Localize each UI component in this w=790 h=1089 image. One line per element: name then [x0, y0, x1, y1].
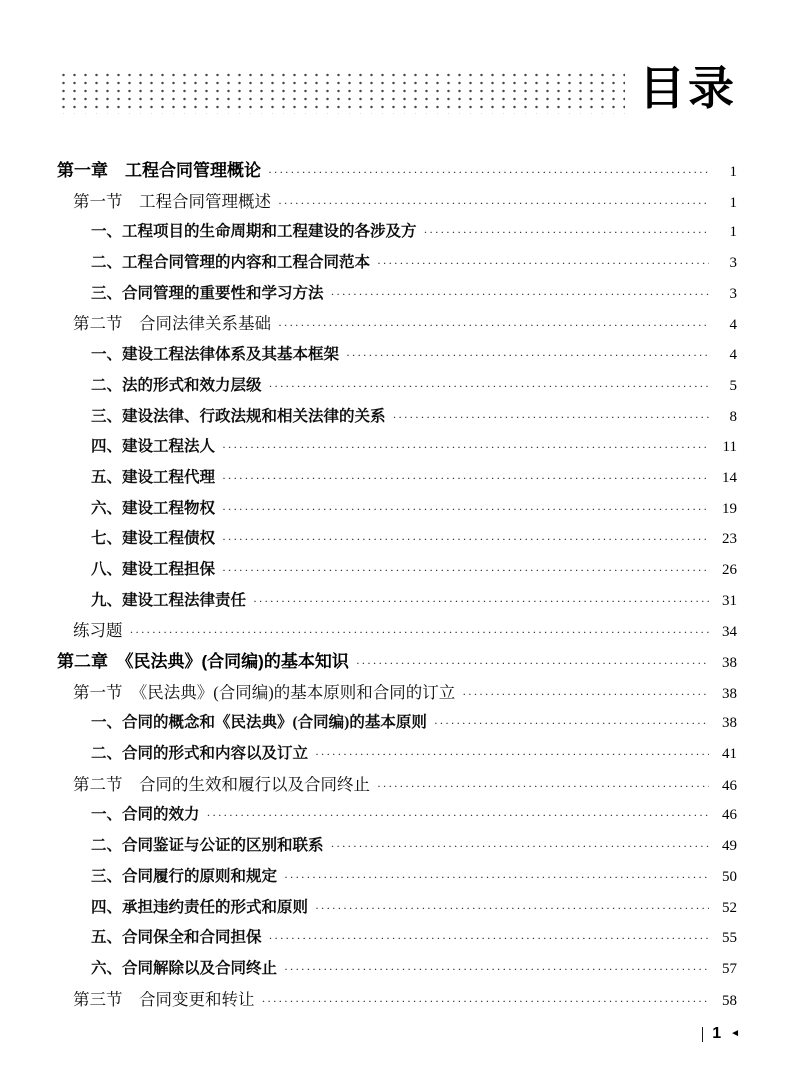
dot-leader: [268, 157, 709, 188]
page-footer: [702, 1025, 740, 1043]
toc-entry-label: 八、建设工程担保: [91, 560, 216, 578]
toc-entry-page: 46: [722, 807, 737, 824]
toc-entry-label: 三、建设法律、行政法规和相关法律的关系: [91, 407, 386, 425]
dot-leader: [346, 340, 709, 371]
toc-entry-label: 二、合同的形式和内容以及订立: [91, 745, 309, 763]
toc-entry: [57, 831, 737, 862]
toc-entry: [57, 156, 737, 187]
toc-entry-label: 一、合同的效力: [91, 806, 200, 824]
toc-entry-page: 26: [722, 561, 737, 578]
toc-entry-label: 一、合同的概念和《民法典》(合同编)的基本原则: [91, 714, 427, 732]
toc-entry-page: 4: [729, 347, 737, 364]
toc-entry-page: 5: [729, 377, 737, 394]
dot-leader: [222, 432, 709, 463]
toc-entry-page: 38: [722, 655, 737, 671]
dot-leader: [284, 954, 709, 985]
toc-entry-page: 11: [722, 439, 737, 456]
toc-entry-page: 38: [722, 715, 737, 732]
toc-entry: [57, 309, 737, 340]
toc-entry-label: 第一章 工程合同管理概论: [57, 161, 261, 180]
toc-entry: [57, 954, 737, 985]
page-title: 目录: [639, 62, 737, 114]
toc-entry-page: 38: [722, 685, 737, 702]
dot-leader: [356, 648, 709, 679]
dot-leader: [331, 831, 709, 862]
dot-leader: [222, 524, 709, 555]
toc-entry: [57, 279, 737, 310]
toc-entry-page: 50: [722, 868, 737, 885]
toc-entry: [57, 862, 737, 893]
toc-entry-page: 1: [729, 224, 737, 241]
toc-entry-label: 五、建设工程代理: [91, 468, 216, 486]
dot-leader: [393, 402, 709, 433]
dot-leader: [284, 862, 709, 893]
toc-entry: [57, 463, 737, 494]
dot-leader: [222, 463, 709, 494]
dot-leader: [434, 708, 709, 739]
toc-entry: [57, 187, 737, 218]
toc-entry-label: 第三节 合同变更和转让: [73, 989, 255, 1009]
toc-entry-page: 52: [722, 899, 737, 916]
toc-list: [57, 156, 737, 1015]
toc-entry-label: 二、工程合同管理的内容和工程合同范本: [91, 254, 371, 272]
toc-entry: [57, 402, 737, 433]
dot-leader: [222, 555, 709, 586]
dot-leader: [377, 248, 709, 279]
toc-entry: [57, 678, 737, 709]
toc-entry-label: 一、建设工程法律体系及其基本框架: [91, 346, 340, 364]
toc-entry-page: 46: [722, 777, 737, 794]
toc-entry-page: 34: [722, 624, 737, 641]
dot-leader: [278, 310, 709, 341]
dot-leader: [278, 188, 709, 219]
dot-leader: [331, 279, 709, 310]
toc-entry: [57, 432, 737, 463]
toc-entry-label: 四、承担违约责任的形式和原则: [91, 898, 309, 916]
toc-entry-label: 六、建设工程物权: [91, 499, 216, 517]
toc-entry-label: 第二节 合同的生效和履行以及合同终止: [73, 774, 370, 794]
toc-entry: [57, 586, 737, 617]
toc-entry-label: 第一节 《民法典》(合同编)的基本原则和合同的订立: [73, 682, 456, 702]
toc-entry-label: 一、工程项目的生命周期和工程建设的各涉及方: [91, 223, 417, 241]
toc-entry-label: 第二章 《民法典》(合同编)的基本知识: [57, 652, 349, 671]
page-header: [57, 62, 737, 114]
toc-entry-label: 第二节 合同法律关系基础: [73, 314, 271, 334]
toc-entry-label: 七、建设工程债权: [91, 530, 216, 548]
toc-entry-page: 3: [729, 255, 737, 272]
toc-entry-page: 19: [722, 500, 737, 517]
toc-entry-page: 57: [722, 960, 737, 977]
dot-leader: [130, 617, 710, 648]
decorative-dot-pattern: [57, 70, 625, 114]
toc-entry-page: 58: [722, 992, 737, 1009]
toc-entry: [57, 340, 737, 371]
toc-entry: [57, 770, 737, 801]
toc-entry-label: 九、建设工程法律责任: [91, 591, 247, 609]
toc-entry-label: 二、合同鉴证与公证的区别和联系: [91, 837, 324, 855]
toc-entry: [57, 800, 737, 831]
toc-entry-page: 55: [722, 930, 737, 947]
toc-entry: [57, 494, 737, 525]
dot-leader: [377, 771, 709, 802]
toc-entry-label: 三、合同履行的原则和规定: [91, 867, 278, 885]
toc-entry-label: 六、合同解除以及合同终止: [91, 959, 278, 977]
toc-entry: [57, 647, 737, 678]
toc-entry: [57, 555, 737, 586]
toc-entry: [57, 708, 737, 739]
dot-leader: [315, 739, 709, 770]
toc-entry-page: 3: [729, 285, 737, 302]
footer-page-number: 1: [712, 1025, 722, 1042]
toc-entry-page: 14: [722, 469, 737, 486]
footer-arrow-icon: ◄: [730, 1028, 740, 1039]
toc-entry: [57, 739, 737, 770]
toc-entry-page: 41: [722, 746, 737, 763]
toc-entry: [57, 217, 737, 248]
dot-leader: [253, 586, 709, 617]
toc-entry-label: 四、建设工程法人: [91, 438, 216, 456]
toc-entry-label: 三、合同管理的重要性和学习方法: [91, 284, 324, 302]
toc-entry: [57, 248, 737, 279]
toc-entry-page: 1: [729, 164, 737, 180]
dot-leader: [222, 494, 709, 525]
dot-leader: [462, 679, 709, 710]
toc-entry: [57, 524, 737, 555]
toc-entry-page: 23: [722, 531, 737, 548]
toc-entry-label: 五、合同保全和合同担保: [91, 929, 262, 947]
dot-leader: [269, 371, 709, 402]
dot-leader: [424, 217, 709, 248]
toc-entry-page: 1: [729, 194, 737, 211]
toc-entry: [57, 985, 737, 1016]
dot-leader: [207, 800, 709, 831]
toc-entry-label: 二、法的形式和效力层级: [91, 376, 262, 394]
dot-leader: [269, 923, 709, 954]
dot-leader: [315, 893, 709, 924]
toc-entry: [57, 616, 737, 647]
footer-divider: [702, 1027, 704, 1042]
toc-entry: [57, 371, 737, 402]
toc-entry-page: 4: [729, 317, 737, 334]
toc-entry: [57, 923, 737, 954]
toc-entry-page: 8: [729, 408, 737, 425]
toc-entry-label: 练习题: [73, 621, 123, 641]
toc-entry: [57, 893, 737, 924]
toc-entry-page: 49: [722, 838, 737, 855]
toc-entry-label: 第一节 工程合同管理概述: [73, 191, 271, 211]
dot-leader: [262, 986, 710, 1017]
toc-entry-page: 31: [722, 592, 737, 609]
